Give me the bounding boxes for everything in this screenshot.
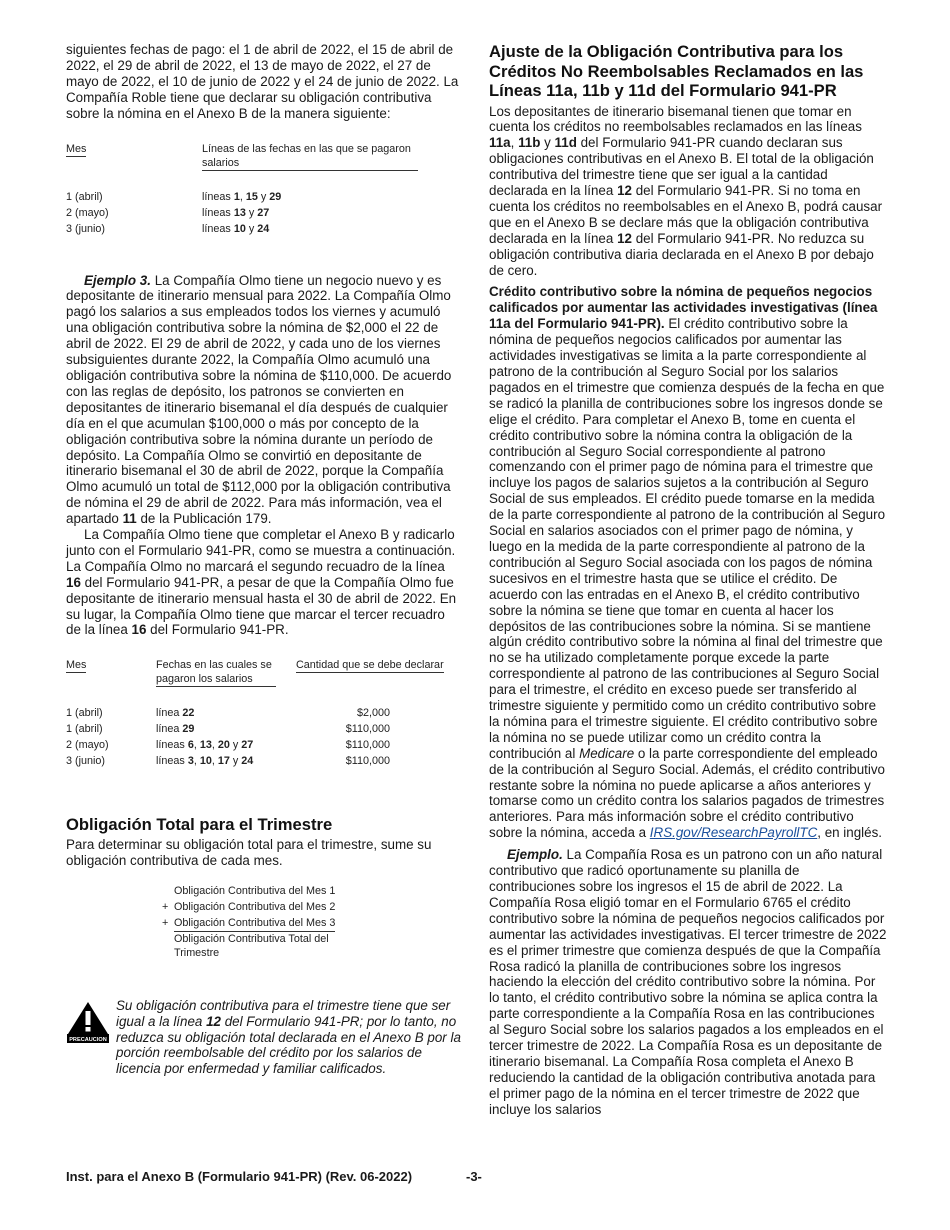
total-heading: Obligación Total para el Trimestre: [66, 815, 333, 835]
sum-line: Obligación Contributiva del Mes 1: [174, 884, 336, 897]
table-row: 2 (mayo) líneas 13 y 27: [66, 206, 270, 219]
caution-block: [66, 998, 462, 1078]
irs-link[interactable]: IRS.gov/ResearchPayrollTC: [649, 825, 818, 841]
adjustment-heading: Ajuste de la Obligación Contributiva para los Créditos No Reembolsables Reclamados en las Líneas 11a, 11b y 11d del Formulario 941-PR: [489, 42, 864, 100]
footer-title: Inst. para el Anexo B (Formulario 941-PR) (Rev. 06-2022): [66, 1169, 413, 1184]
example2-table: [66, 142, 462, 237]
table-row: 1 (abril) líneas 1, 15 y 29: [66, 190, 282, 203]
intro-paragraph: siguientes fechas de pago: el 1 de abril de 2022, el 15 de abril de 2022, el 29 de abril de 2022, el 13 de mayo de 2022, el 27 de mayo de 2022, el 10 de junio de 2022 y el 24 de junio de 2022. La Compañía Roble tiene que declarar su obligación contributiva sobre la nómina en el Anexo B de la manera siguiente:: [66, 42, 459, 121]
adjustment-paragraph: Los depositantes de itinerario bisemanal tienen que tomar en cuenta los créditos no reembolsables reclamados en las líneas 11a, 11b y 11d del Formulario 941-PR cuando declaran sus obligaciones contributivas en el Anexo B. El total de la obligación contributiva del trimestre tiene que ser igual a la cantidad declarada en la línea 12 del Formulario 941-PR. Si no toma en cuenta los créditos no reembolsables en el Anexo B, podrá causar que en el Anexo B se declare más que la obligación contributiva declarada en la línea 12 del Formulario 941-PR. No reduzca su obligación contributiva diaria declarada en el Anexo B por debajo de cero.: [489, 103, 883, 278]
caution-label: PRECAUCION: [69, 1036, 107, 1043]
research-credit-paragraph: Crédito contributivo sobre la nómina de pequeños negocios calificados por aumentar las actividades investigativas (línea 11a del Formulario 941-PR). El crédito contributivo sobre la nómina de pequeños negocios calificados por aumentar las actividades investigativas se limita a la parte correspondiente al patrono de la contribución al Seguro Social por los salarios pagados en el trimestre que comienza después de la fecha en que se radicó la planilla de contribuciones sobre los ingresos donde se elige el crédito. Para completar el Anexo B, tome en cuenta el crédito contributivo sobre la nómina contra la obligación de la contribución al Seguro Social correspondiente al patrono comenzando con el primer pago de nómina para el trimestre que incluye los pagos de salarios sujetos a la contribución al Seguro Social de sus empleados. El crédito puede tomarse en la medida de la parte correspondiente al patrono de la contribución al Seguro Social en salarios asociados con el primer pago de nómina, y luego en la medida de la parte correspondiente al patrono de la contribución al Seguro Social asociada con los pagos de nómina sucesivos en el trimestre hasta que se utilice el crédito. De acuerdo con las entradas en el Anexo B, el crédito contributivo sobre la nómina se tiene que tomar en cuenta al hacer los depósitos de las contribuciones sobre la nómina. Si se mantiene algún crédito contributivo sobre la nómina al final del trimestre que no se ha utilizado completamente porque excede la parte correspondiente al patrono de las contribuciones al Seguro Social para el trimestre, el crédito en exceso puede ser transferido al trimestre siguiente y permitido como un crédito contributivo sobre la nómina para el trimestre siguiente. El crédito contributivo sobre la nómina no se puede utilizar como un crédito contra la contribución al Medicare o la parte correspondiente del empleado de la contribución al Seguro Social. Además, el crédito contributivo restante sobre la nómina no puede aplicarse a años anteriores y tomarse como un crédito contra los salarios pagados de trimestres anteriores. Para más información sobre el crédito contributivo sobre la nómina, acceda a IRS.gov/ResearchPayrollTC, en inglés.: [489, 284, 886, 841]
sum-line: + Obligación Contributiva del Mes 2: [162, 900, 336, 913]
table-header: Líneas de las fechas en las que se pagaron salarios: [202, 142, 462, 171]
sum-block: [162, 883, 342, 960]
caution-text: Su obligación contributiva para el trimestre tiene que ser igual a la línea 12 del Formulario 941-PR; por lo tanto, no reduzca su obligación total declarada en el Anexo B por la porción reembolsable del crédito por los salarios de licencia por enfermedad y familiar calificados.: [116, 997, 461, 1077]
table-header: Mes: [66, 659, 87, 672]
olmo-paragraph: La Compañía Olmo tiene que completar el Anexo B y radicarlo junto con el Formulario 941-PR, como se muestra a continuación. La Compañía Olmo no marcará el segundo recuadro de la línea 16 del Formulario 941-PR, a pesar de que la Compañía Olmo fue depositante de itinerario mensual hasta el 30 de abril de 2022. En su lugar, la Compañía Olmo tiene que marcar el tercer recuadro de la línea 16 del Formulario 941-PR.: [66, 527, 457, 638]
sum-line: + Obligación Contributiva del Mes 3: [162, 915, 342, 932]
example3-paragraph: Ejemplo 3. La Compañía Olmo tiene un negocio nuevo y es depositante de itinerario mensual para 2022. La Compañía Olmo pagó los salarios a sus empleados todos los viernes y acumuló una obligación contributiva sobre la nómina de $2,000 el 22 de abril de 2022. El 29 de abril de 2022, y cada uno de los viernes subsiguientes durante 2022, la Compañía Olmo acumuló una obligación contributiva sobre la nómina de $110,000. De acuerdo con las reglas de depósito, los patronos se convierten en depositantes de itinerario bisemanal el día después de cualquier día en el que acumulan $100,000 o más por concepto de la obligación contributiva sobre la nómina durante un período de depósito. La Compañía Olmo se convirtió en depositante de itinerario bisemanal el 30 de abril de 2022, porque la Compañía Olmo acumuló un total de $112,000 por la obligación contributiva de nómina el 29 de abril de 2022. Para más información, vea el apartado 11 de la Publicación 179.: [66, 272, 452, 527]
table-header: Cantidad que se debe declarar: [296, 659, 444, 672]
page-number: -3-: [466, 1169, 482, 1184]
table-header: Mes: [66, 142, 87, 155]
example-rosa-paragraph: Ejemplo. La Compañía Rosa es un patrono con un año natural contributivo que radicó oportunamente su planilla de contribuciones sobre los ingresos el 15 de abril de 2022. La Compañía Rosa eligió tomar en el Formulario 6765 el crédito contributivo sobre la nómina de pequeños negocios calificados por aumentar las actividades investigativas. El tercer trimestre de 2022 es el primer trimestre que comienza después de que la Compañía Rosa radicó la planilla de contribuciones sobre los ingresos haciendo la elección del crédito contributivo sobre la nómina. Por lo tanto, el crédito contributivo sobre la nómina se aplica contra la parte correspondiente a la Compañía Rosa en las contribuciones al Seguro Social sobre los salarios pagados a los empleados en el tercer trimestre de 2022. La Compañía Rosa es un depositante de itinerario bisemanal. La Compañía Rosa completa el Anexo B reduciendo la cantidad de la obligación contributiva anotada para el primer pago de la nómina en el tercer trimestre de 2022 que incluye los salarios: [489, 847, 887, 1117]
table-row: 2 (mayo) líneas 6, 13, 20 y 27 $110,000: [66, 739, 390, 752]
table-header: Fechas en las cuales se pagaron los salarios: [156, 658, 296, 687]
sum-total: Obligación Contributiva Total del Trimestre: [174, 932, 329, 959]
example3-table: [66, 658, 454, 769]
total-paragraph: Para determinar su obligación total para el trimestre, sume su obligación contributiva de cada mes.: [66, 836, 432, 868]
caution-icon: [66, 1000, 110, 1044]
table-row: 3 (junio) líneas 3, 10, 17 y 24 $110,000: [66, 755, 390, 768]
table-row: 3 (junio) líneas 10 y 24: [66, 222, 270, 235]
right-column: [489, 42, 887, 1118]
table-row: 1 (abril) línea 22 $2,000: [66, 707, 390, 720]
left-column: [66, 42, 462, 1077]
table-row: 1 (abril) línea 29 $110,000: [66, 723, 390, 736]
